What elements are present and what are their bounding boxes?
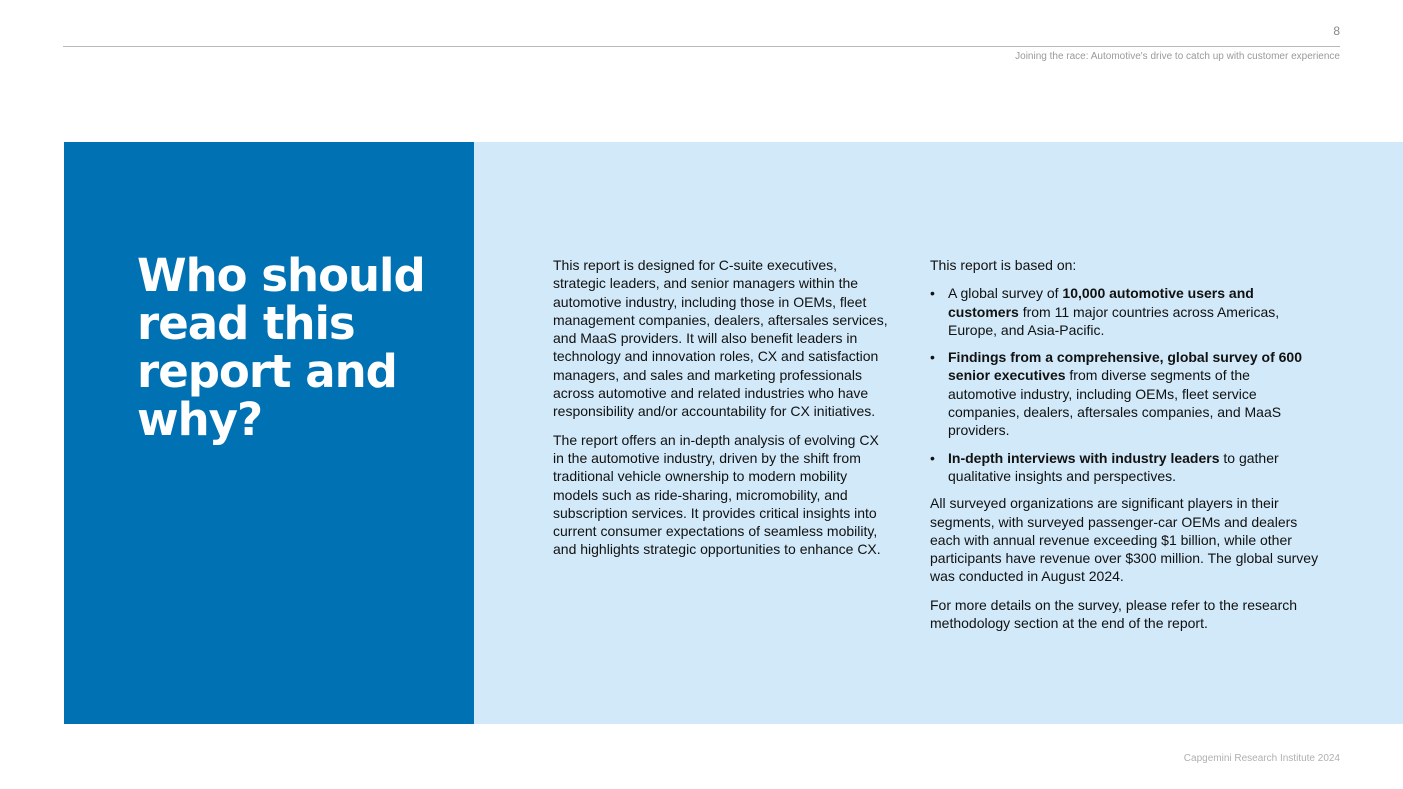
left-text-column — [553, 256, 888, 569]
organizations-paragraph: All surveyed organizations are significant players in their segments, with surveyed passenger-car OEMs and dealers each with annual revenue exceeding $1 billion, while other participants have revenue over $300 million. The global survey was conducted in August 2024. — [930, 495, 1319, 585]
audience-paragraph: This report is designed for C-suite executives, strategic leaders, and senior managers within the automotive industry, including those in OEMs, fleet management companies, dealers, aftersales services, and MaaS providers. It will also benefit leaders in technology and innovation roles, CX and satisfaction managers, and sales and marketing professionals across automotive and related industries who have responsibility and/or accountability for CX initiatives. — [553, 257, 888, 420]
list-item: • A global survey of 10,000 automotive users and customers from 11 major countries across Americas, Europe, and Asia-Pacific. — [930, 285, 1280, 338]
bullet-icon: • — [930, 285, 935, 302]
section-heading: Who should read this report and why? — [137, 249, 425, 446]
bullet-icon: • — [930, 349, 935, 366]
header-divider — [63, 46, 1340, 47]
bullet-icon: • — [930, 449, 935, 466]
list-item: • In-depth interviews with industry leaders to gather qualitative insights and perspectives. — [930, 449, 1279, 484]
running-title: Joining the race: Automotive's drive to catch up with customer experience — [1015, 51, 1340, 62]
footer-credit: Capgemini Research Institute 2024 — [1183, 753, 1340, 764]
right-text-column — [930, 256, 1320, 642]
sources-intro: This report is based on: — [930, 257, 1077, 273]
sources-list — [930, 284, 1320, 485]
list-item: • Findings from a comprehensive, global survey of 600 senior executives from diverse segments of the automotive industry, including OEMs, fleet service companies, dealers, aftersales companies, and MaaS providers. — [930, 349, 1302, 439]
page-number: 8 — [1333, 24, 1340, 38]
analysis-paragraph: The report offers an in-depth analysis of evolving CX in the automotive industry, driven by the shift from traditional vehicle ownership to modern mobility models such as ride-sharing, micromobility, and subscription services. It provides critical insights into current consumer expectations of seamless mobility, and highlights strategic opportunities to enhance CX. — [553, 431, 881, 558]
methodology-paragraph: For more details on the survey, please refer to the research methodology section at the end of the report. — [930, 596, 1298, 632]
